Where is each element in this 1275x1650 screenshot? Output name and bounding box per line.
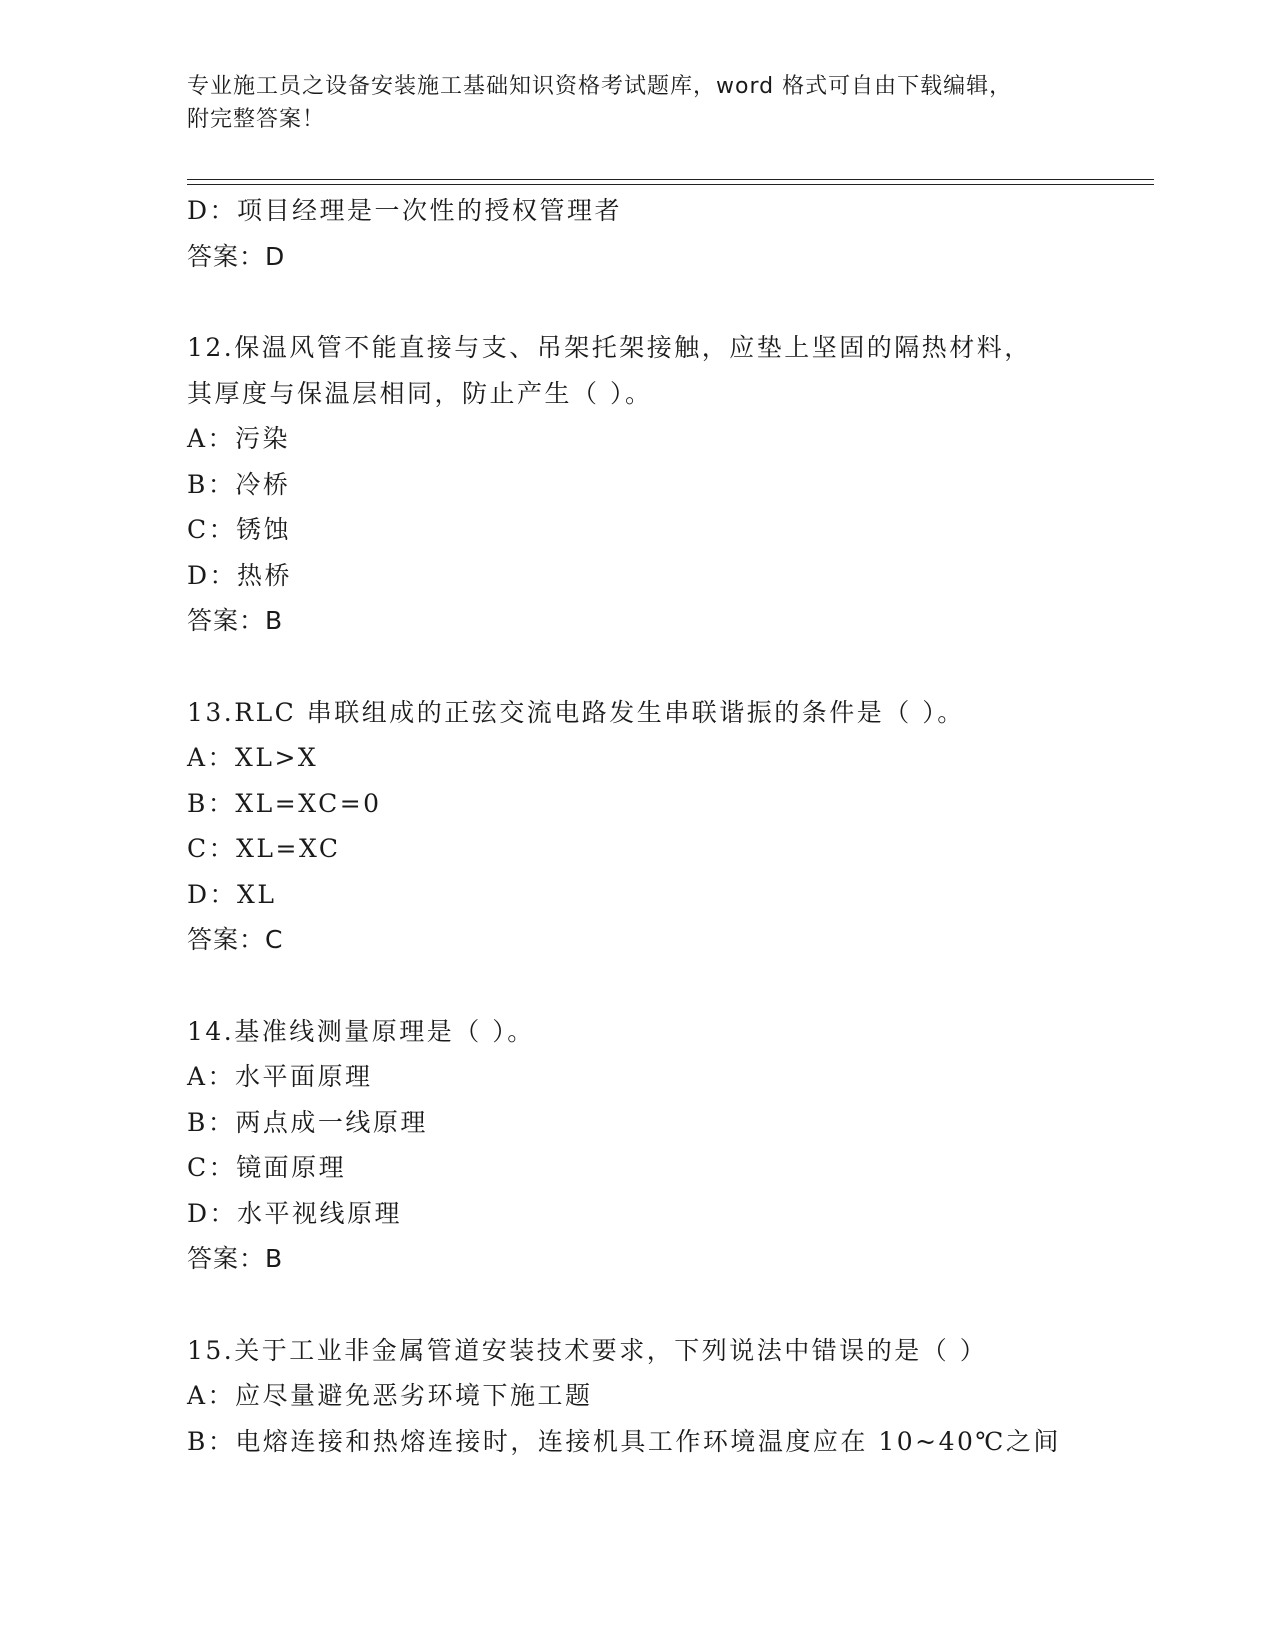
spacer (187, 1282, 1147, 1328)
question-stem: 14.基准线测量原理是（ ）。 (187, 1016, 535, 1046)
option-c: C：XL=XC (187, 834, 341, 863)
option-b: B：XL=XC=0 (187, 788, 382, 818)
option-d: D：热桥 (187, 560, 293, 590)
question-15 (187, 1328, 1147, 1465)
page-header (187, 70, 1067, 136)
question-12 (187, 325, 1147, 644)
question-stem: 13.RLC 串联组成的正弦交流电路发生串联谐振的条件是（ ）。 (187, 697, 965, 727)
option-d: D：水平视线原理 (187, 1198, 403, 1228)
option-d: D：项目经理是一次性的授权管理者 (187, 196, 623, 225)
option-a: A：水平面原理 (187, 1062, 373, 1091)
header-divider-top (187, 179, 1154, 180)
option-b: B：电熔连接和热熔连接时，连接机具工作环境温度应在 10~40℃之间 (187, 1426, 1061, 1456)
spacer (187, 644, 1147, 690)
question-stem: 15.关于工业非金属管道安装技术要求，下列说法中错误的是（ ） (187, 1335, 988, 1365)
question-stem-continued: 其厚度与保温层相同，防止产生（ ）。 (187, 378, 653, 408)
question-13 (187, 690, 1147, 963)
option-c: C：锈蚀 (187, 515, 292, 544)
option-a: A：应尽量避免恶劣环境下施工题 (187, 1381, 593, 1410)
spacer (187, 279, 1147, 325)
question-list (187, 188, 1147, 1464)
question-14 (187, 1009, 1147, 1282)
option-a: A：XL>X (187, 743, 319, 772)
option-c: C：镜面原理 (187, 1153, 347, 1182)
answer-line: 答案：C (187, 925, 284, 954)
option-b: B：冷桥 (187, 469, 291, 499)
option-a: A：污染 (187, 424, 291, 453)
spacer (187, 963, 1147, 1009)
option-d: D：XL (187, 879, 277, 909)
header-line-2: 附完整答案！ (187, 107, 326, 132)
answer-line: 答案：D (187, 241, 286, 271)
header-line-1: 专业施工员之设备安装施工基础知识资格考试题库，word 格式可自由下载编辑， (187, 74, 1013, 99)
header-divider-bottom (187, 184, 1154, 185)
answer-line: 答案：B (187, 606, 284, 635)
answer-line: 答案：B (187, 1244, 284, 1273)
question-stem: 12.保温风管不能直接与支、吊架托架接触，应垫上坚固的隔热材料， (187, 333, 1032, 362)
option-b: B：两点成一线原理 (187, 1107, 428, 1137)
